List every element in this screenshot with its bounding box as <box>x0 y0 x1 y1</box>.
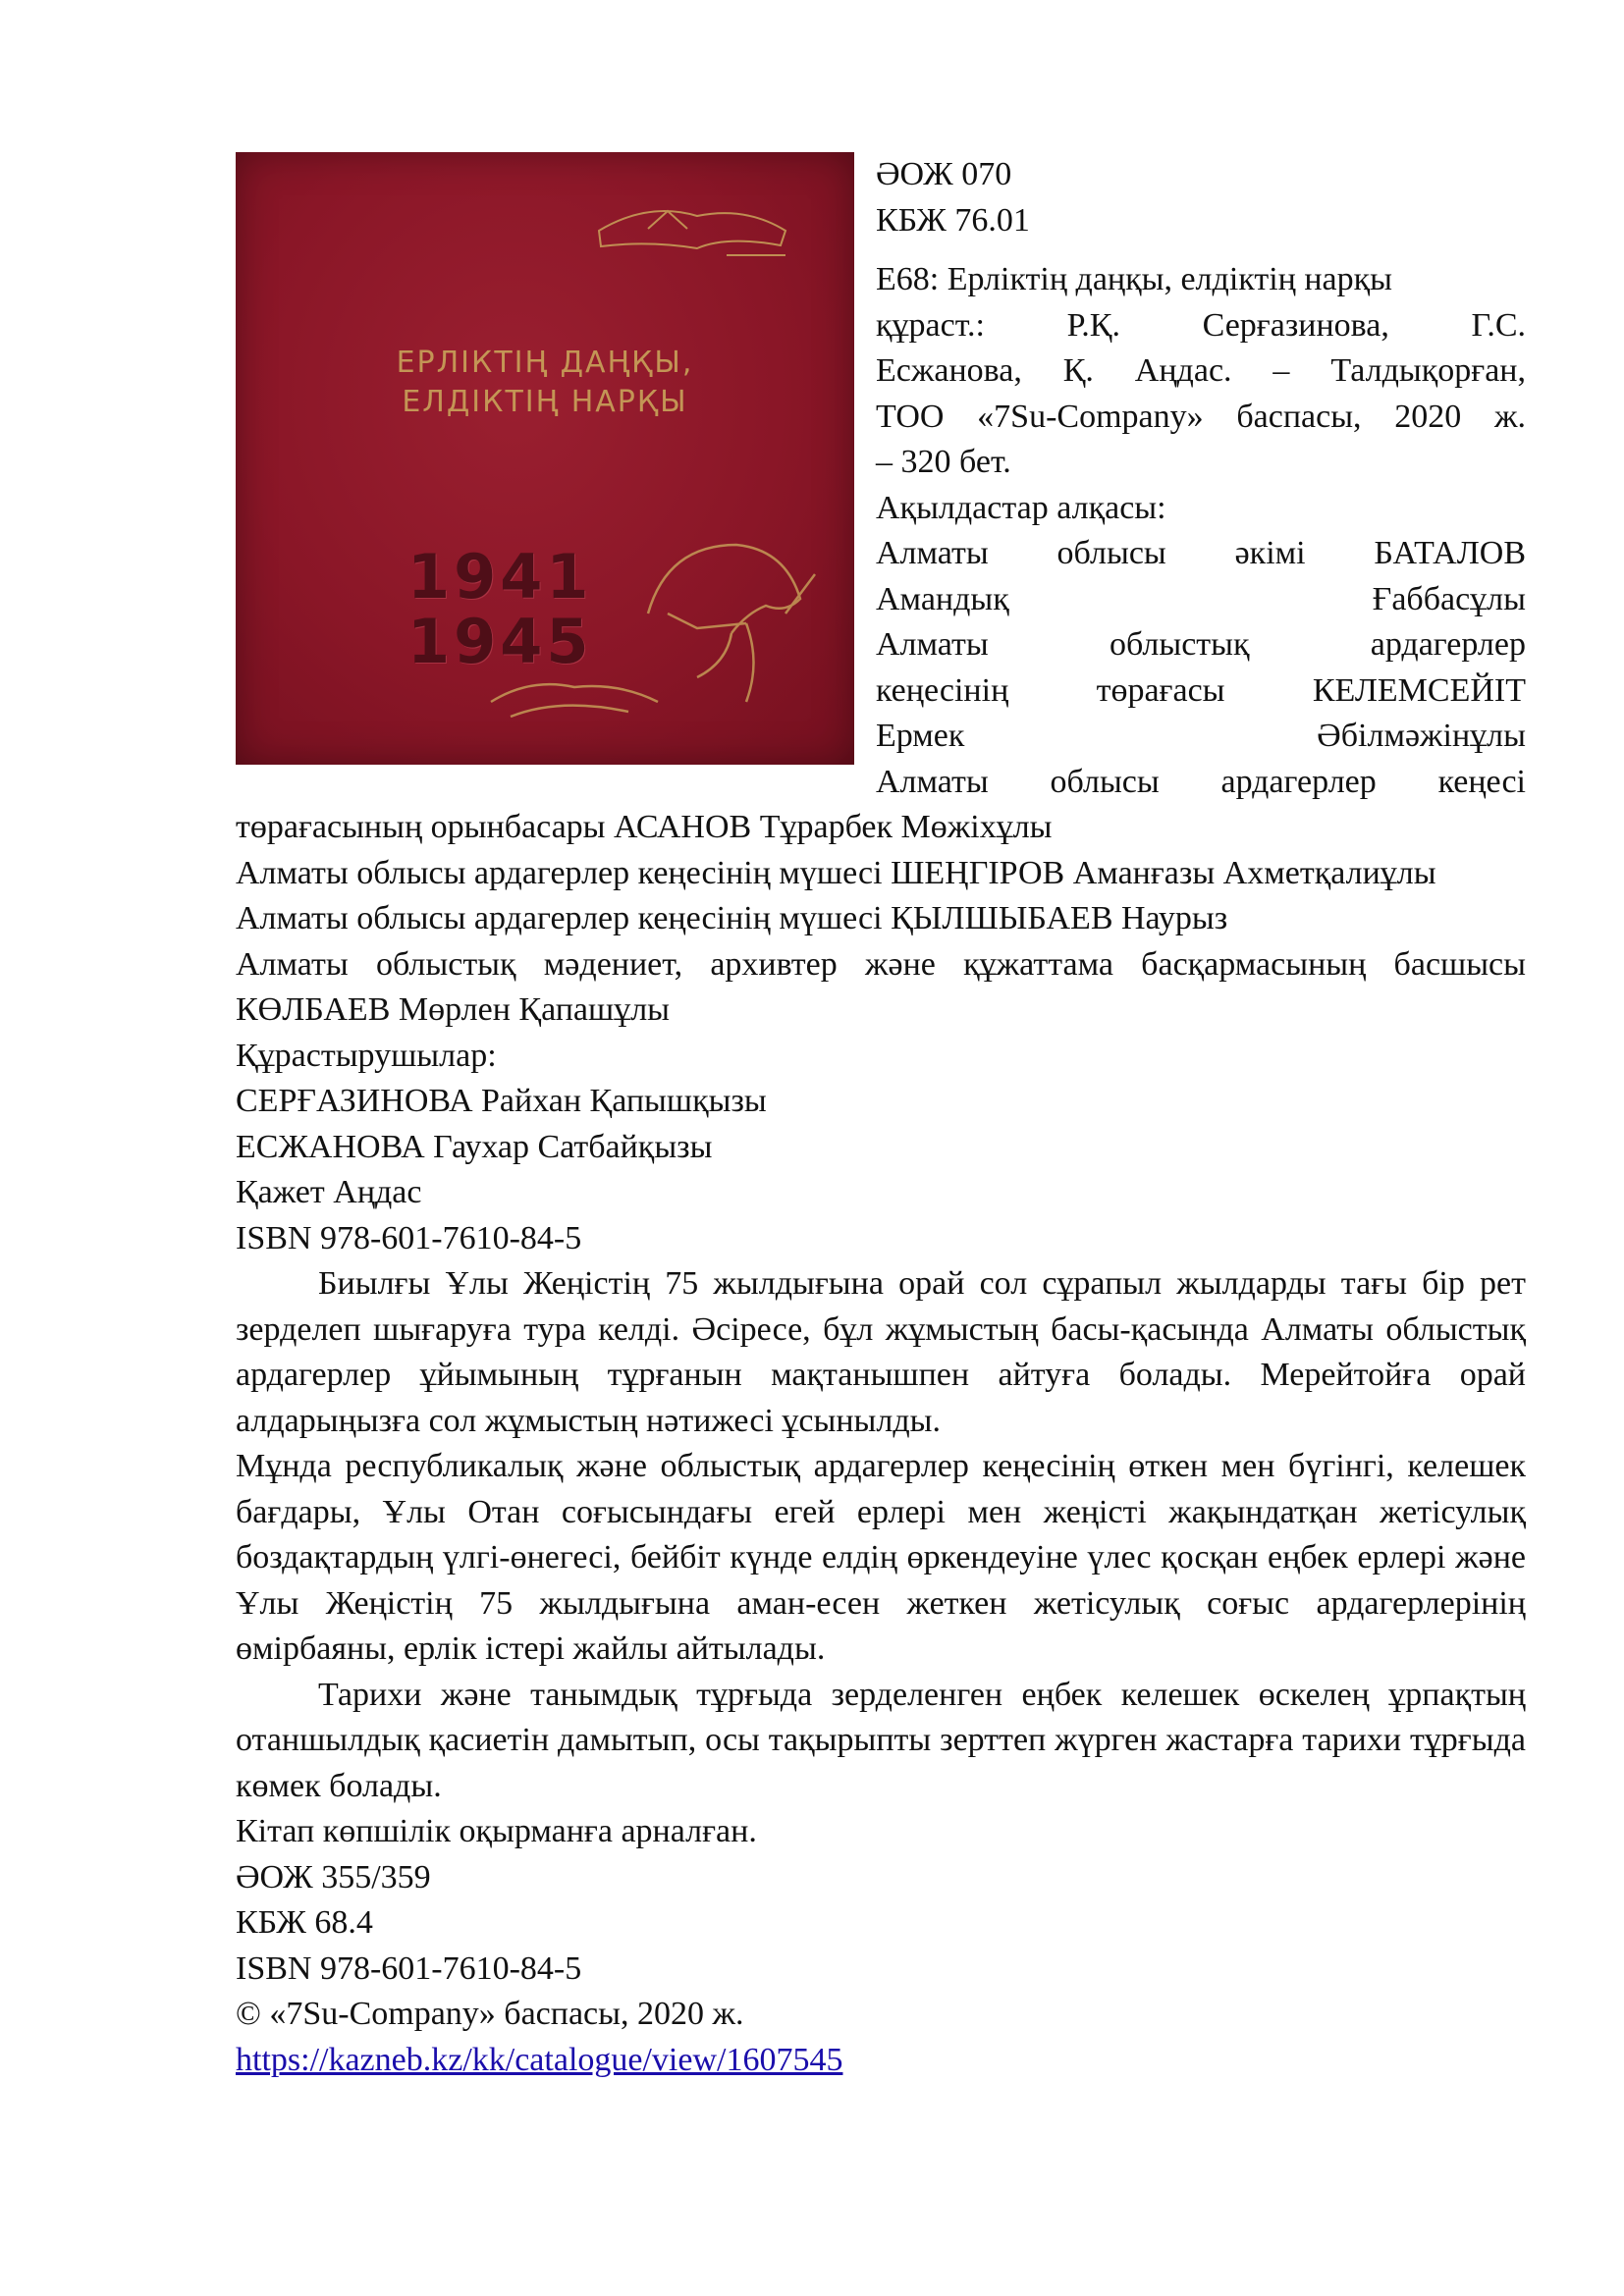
annotation-paragraph-3: Тарихи және танымдық тұрғыда зерделенген еңбек келешек өскелең ұрпақтың отаншылдық қасиетін дамытып, осы тақырыпты зерттеп жүрген жастарға тарихи тұрғыда көмек болады. <box>236 1676 1526 1804</box>
citation-line-5: – 320 бет. <box>876 444 1011 480</box>
cover-title-line-1: ЕРЛІКТІҢ ДАҢҚЫ, <box>396 346 694 380</box>
board-member-6: Алматы облыстық мәдениет, архивтер және құжаттама басқармасының басшысы КӨЛБАЕВ Мөрлен Қапашұлы <box>236 945 1526 1028</box>
citation-line-3: Есжанова, Қ. Аңдас. – Талдықорған, <box>876 352 1526 389</box>
cover-title <box>314 344 776 422</box>
citation-line-4: ТОО «7Su-Company» баспасы, 2020 ж. <box>876 398 1526 435</box>
board-heading: Ақылдастар алқасы: <box>876 489 1166 526</box>
copyright-line: © «7Su-Company» баспасы, 2020 ж. <box>236 1996 744 2032</box>
bbk-code: КБЖ 76.01 <box>876 201 1030 239</box>
compilers-heading: Құрастырушылар: <box>236 1037 497 1074</box>
isbn-bottom: ISBN 978-601-7610-84-5 <box>236 1949 582 1987</box>
annotation-paragraph-2: Мұнда республикалық және облыстық ардагерлер кеңесінің өткен мен бүгінгі, келешек бағдары, Ұлы Отан соғысындағы егей ерлері мен жеңісті жақындатқан жетісулық боздақтардың үлгі-өнегесі, бейбіт күнде елдің өркендеуіне үлес қосқан еңбек ерлері және Ұлы Жеңістің 75 жылдығына аман-есен жеткен жетісулық соғыс ардагерлерінің өмірбаяны, ерлік істері жайлы айтылады. <box>236 1448 1526 1667</box>
book-cover-image <box>236 152 854 765</box>
udc-code: ӘОЖ 070 <box>876 156 1012 192</box>
board-member-3-line-1: Алматы облысы ардагерлер кеңесі <box>876 763 1526 800</box>
board-member-3-line-2: төрағасының орынбасары АСАНОВ Тұрарбек Мөжіхұлы <box>236 809 1053 845</box>
board-member-4: Алматы облысы ардагерлер кеңесінің мүшесі ШЕҢГІРОВ Аманғазы Ахметқалиұлы <box>236 854 1436 891</box>
udc-bottom: ӘОЖ 355/359 <box>236 1858 431 1896</box>
board-member-2-line-2: кеңесінің төрағасы КЕЛЕМСЕЙІТ <box>876 671 1526 709</box>
page-body <box>236 152 1526 2083</box>
annotation-paragraph-1: Биылғы Ұлы Жеңістің 75 жылдығына орай сол сұрапыл жылдарды тағы бір рет зерделеп шығаруға тура келді. Әсіресе, бұл жұмыстың басы-қасында Алматы облыстық ардагерлер ұйымының тұрғанын мақтанышпен айтуға болады. Мерейтойға орай алдарыңызға сол жұмыстың нәтижесі ұсынылды. <box>236 1265 1526 1439</box>
board-member-1-line-2: Амандық Ғаббасұлы <box>876 580 1526 617</box>
bbk-bottom: КБЖ 68.4 <box>236 1904 373 1941</box>
compiler-2: ЕСЖАНОВА Гаухар Сатбайқызы <box>236 1128 713 1165</box>
board-member-1-line-1: Алматы облысы әкімі БАТАЛОВ <box>876 535 1526 571</box>
cover-years <box>407 541 604 677</box>
board-member-2-line-1: Алматы облыстық ардагерлер <box>876 626 1526 663</box>
isbn-top: ISBN 978-601-7610-84-5 <box>236 1219 582 1256</box>
citation-line-2: құраст.: Р.Қ. Серғазинова, Г.С. <box>876 306 1526 344</box>
board-member-5: Алматы облысы ардагерлер кеңесінің мүшесі ҚЫЛШЫБАЕВ Наурыз <box>236 900 1228 936</box>
cover-title-line-2: ЕЛДІКТІҢ НАРҚЫ <box>402 385 688 419</box>
compiler-1: СЕРҒАЗИНОВА Райхан Қапышқызы <box>236 1083 767 1119</box>
audience-note: Кітап көпшілік оқырманға арналған. <box>236 1813 757 1849</box>
compiler-3: Қажет Аңдас <box>236 1174 422 1210</box>
citation-line-1: Е68: Ерліктің даңқы, елдіктің нарқы <box>876 261 1392 297</box>
catalogue-link[interactable]: https://kazneb.kz/kk/catalogue/view/1607545 <box>236 2041 843 2078</box>
cover-year-end: 1945 <box>407 606 593 677</box>
cover-year-start: 1941 <box>407 541 593 613</box>
board-member-2-line-3: Ермек Әбілмәжінұлы <box>876 718 1526 754</box>
